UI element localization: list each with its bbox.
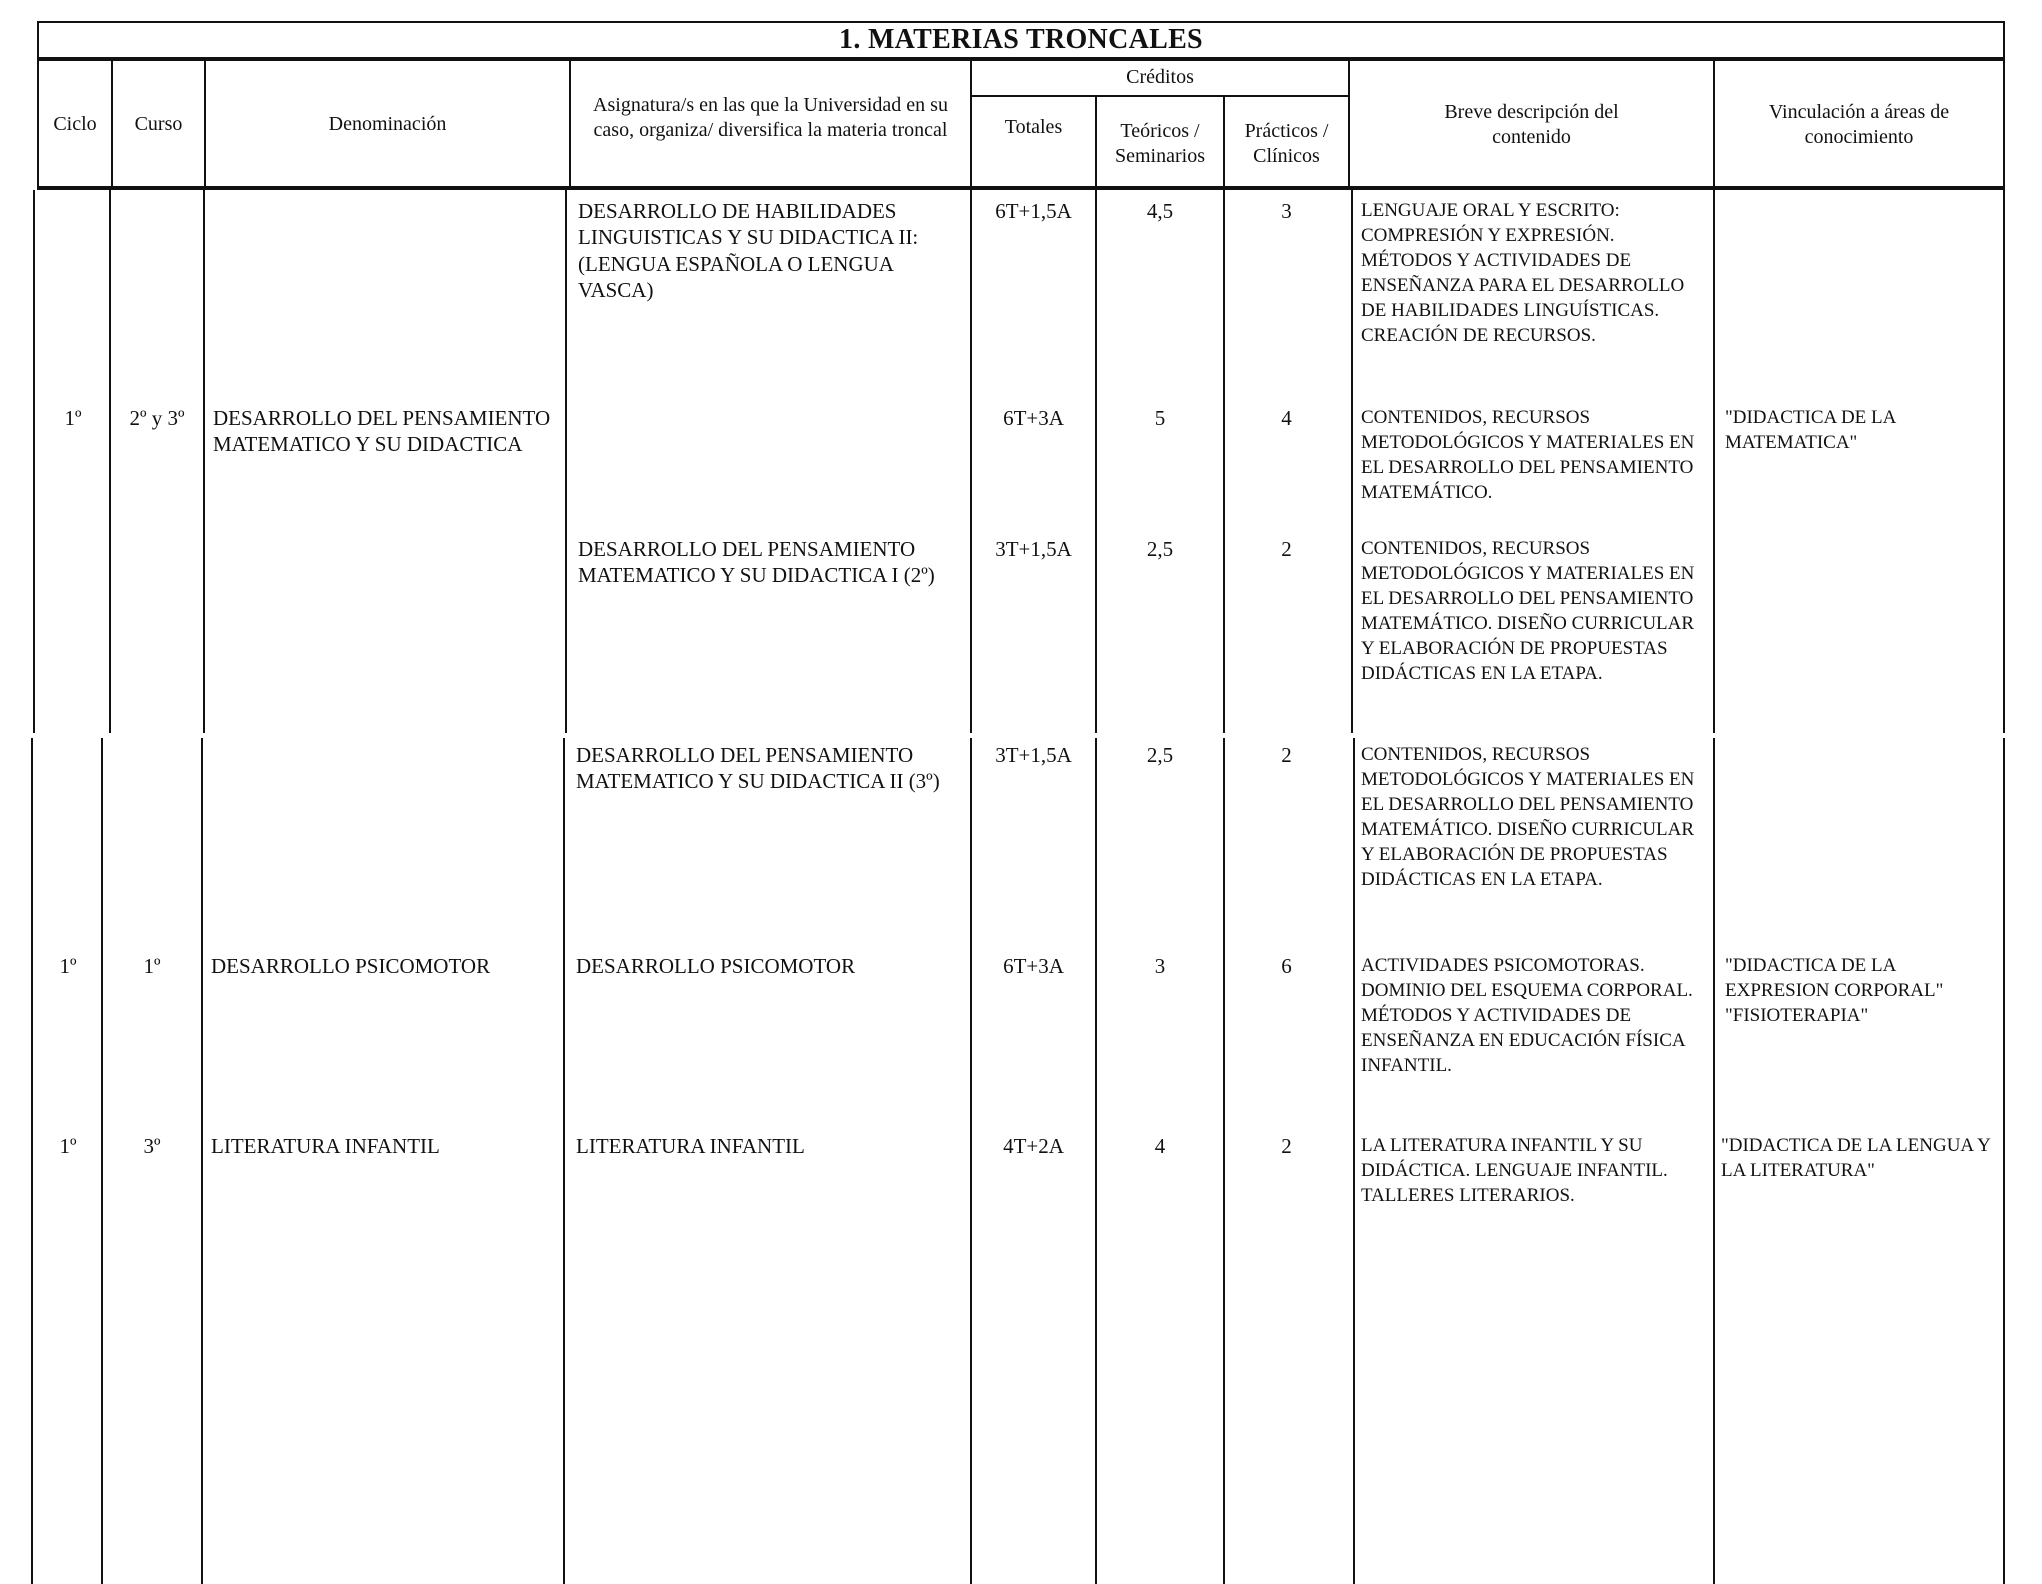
table-row-curso: 2º y 3º <box>129 406 185 430</box>
header-creditos-label: Créditos <box>1126 65 1194 88</box>
table-row-descripcion: CONTENIDOS, RECURSOS METODOLÓGICOS Y MATERIALES EN EL DESARROLLO DEL PENSAMIENTO MATEMÁTICO. DISEÑO CURRICULAR Y ELABORACIÓN DE PROPUESTAS DIDÁCTICAS EN LA ETAPA. <box>1361 538 1695 685</box>
header-asignatura <box>571 93 970 190</box>
table-row-descripcion: CONTENIDOS, RECURSOS METODOLÓGICOS Y MATERIALES EN EL DESARROLLO DEL PENSAMIENTO MATEMÁTICO. DISEÑO CURRICULAR Y ELABORACIÓN DE PROPUESTAS DIDÁCTICAS EN LA ETAPA. <box>1361 744 1695 891</box>
table-title <box>37 21 2005 59</box>
header-teoricos <box>1097 97 1223 190</box>
table-row-ciclo: 1º <box>59 1134 77 1158</box>
table-row-practicos: 4 <box>1281 406 1292 430</box>
table-row-practicos: 3 <box>1281 199 1292 223</box>
header-curso <box>113 59 204 190</box>
table-row-practicos: 2 <box>1281 1134 1292 1158</box>
table-row-descripcion: LA LITERATURA INFANTIL Y SU DIDÁCTICA. LENGUAJE INFANTIL. TALLERES LITERARIOS. <box>1361 1135 1668 1207</box>
table-row-asignatura: DESARROLLO DEL PENSAMIENTO MATEMATICO Y SU DIDACTICA I (2º) <box>578 537 935 588</box>
header-creditos <box>972 59 1348 95</box>
header-vinculacion-label: Vinculación a áreas de conocimiento <box>1768 100 1950 148</box>
header-practicos-label: Prácticos / Clínicos <box>1244 119 1329 167</box>
table-row-teoricos: 2,5 <box>1146 743 1174 767</box>
table-row-asignatura: DESARROLLO DEL PENSAMIENTO MATEMATICO Y SU DIDACTICA II (3º) <box>576 743 940 794</box>
header-descripcion <box>1350 59 1713 190</box>
header-vinculacion <box>1715 59 2003 190</box>
table-row-practicos: 2 <box>1281 537 1292 561</box>
header-teoricos-label: Teóricos / Seminarios <box>1115 119 1205 167</box>
table-row-asignatura: DESARROLLO DE HABILIDADES LINGUISTICAS Y SU DIDACTICA II: (LENGUA ESPAÑOLA O LENGUA VASCA) <box>578 199 919 302</box>
header-denominacion-label: Denominación <box>328 113 447 135</box>
table-row-teoricos: 3 <box>1154 954 1166 978</box>
header-curso-label: Curso <box>134 113 183 135</box>
table-row-asignatura: DESARROLLO PSICOMOTOR <box>576 954 856 978</box>
table-row-totales: 4T+2A <box>1003 1134 1064 1158</box>
header-denominacion <box>206 59 569 190</box>
table-row-denominacion: DESARROLLO DEL PENSAMIENTO MATEMATICO Y SU DIDACTICA <box>213 406 551 457</box>
table-row-teoricos: 5 <box>1154 406 1166 430</box>
table-row-vinculacion: "DIDACTICA DE LA LENGUA Y LA LITERATURA" <box>1721 1135 1991 1182</box>
table-row-asignatura: LITERATURA INFANTIL <box>576 1134 805 1158</box>
table-row-curso: 3º <box>143 1134 161 1158</box>
table-row-descripcion: ACTIVIDADES PSICOMOTORAS. DOMINIO DEL ESQUEMA CORPORAL. MÉTODOS Y ACTIVIDADES DE ENSEÑANZA EN EDUCACIÓN FÍSICA INFANTIL. <box>1361 955 1693 1077</box>
header-asignatura-label: Asignatura/s en las que la Universidad en su caso, organiza/ diversifica la materia troncal <box>593 94 948 141</box>
table-row-totales: 6T+1,5A <box>995 199 1072 223</box>
table-row-totales: 6T+3A <box>1003 406 1064 430</box>
table-title-text: 1. MATERIAS TRONCALES <box>839 24 1203 55</box>
header-totales-label: Totales <box>1004 115 1063 138</box>
table-row-denominacion: DESARROLLO PSICOMOTOR <box>211 954 491 978</box>
header-descripcion-label: Breve descripción del contenido <box>1444 100 1619 148</box>
header-practicos <box>1225 97 1348 190</box>
table-row-totales: 3T+1,5A <box>995 743 1072 767</box>
table-row-descripcion: CONTENIDOS, RECURSOS METODOLÓGICOS Y MATERIALES EN EL DESARROLLO DEL PENSAMIENTO MATEMÁTICO. <box>1361 407 1695 504</box>
table-row-teoricos: 2,5 <box>1146 537 1174 561</box>
table-row-practicos: 2 <box>1281 743 1292 767</box>
table-row-denominacion: LITERATURA INFANTIL <box>211 1134 440 1158</box>
table-row-totales: 6T+3A <box>1003 954 1064 978</box>
table-row-descripcion: LENGUAJE ORAL Y ESCRITO: COMPRESIÓN Y EXPRESIÓN. MÉTODOS Y ACTIVIDADES DE ENSEÑANZA PARA EL DESARROLLO DE HABILIDADES LINGUÍSTICAS. CREACIÓN DE RECURSOS. <box>1361 200 1685 347</box>
header-ciclo <box>39 59 111 190</box>
header-ciclo-label: Ciclo <box>53 113 97 135</box>
table-row-vinculacion: "DIDACTICA DE LA EXPRESION CORPORAL" "FISIOTERAPIA" <box>1725 955 1944 1027</box>
table-row-curso: 1º <box>143 954 161 978</box>
table-row-teoricos: 4,5 <box>1146 199 1174 223</box>
table-row-teoricos: 4 <box>1154 1134 1166 1158</box>
header-totales <box>972 97 1095 157</box>
table-row-vinculacion: "DIDACTICA DE LA MATEMATICA" <box>1725 407 1896 454</box>
table-row-ciclo: 1º <box>64 406 82 430</box>
table-row-practicos: 6 <box>1281 954 1292 978</box>
table-row-ciclo: 1º <box>59 954 77 978</box>
table-row-totales: 3T+1,5A <box>995 537 1072 561</box>
